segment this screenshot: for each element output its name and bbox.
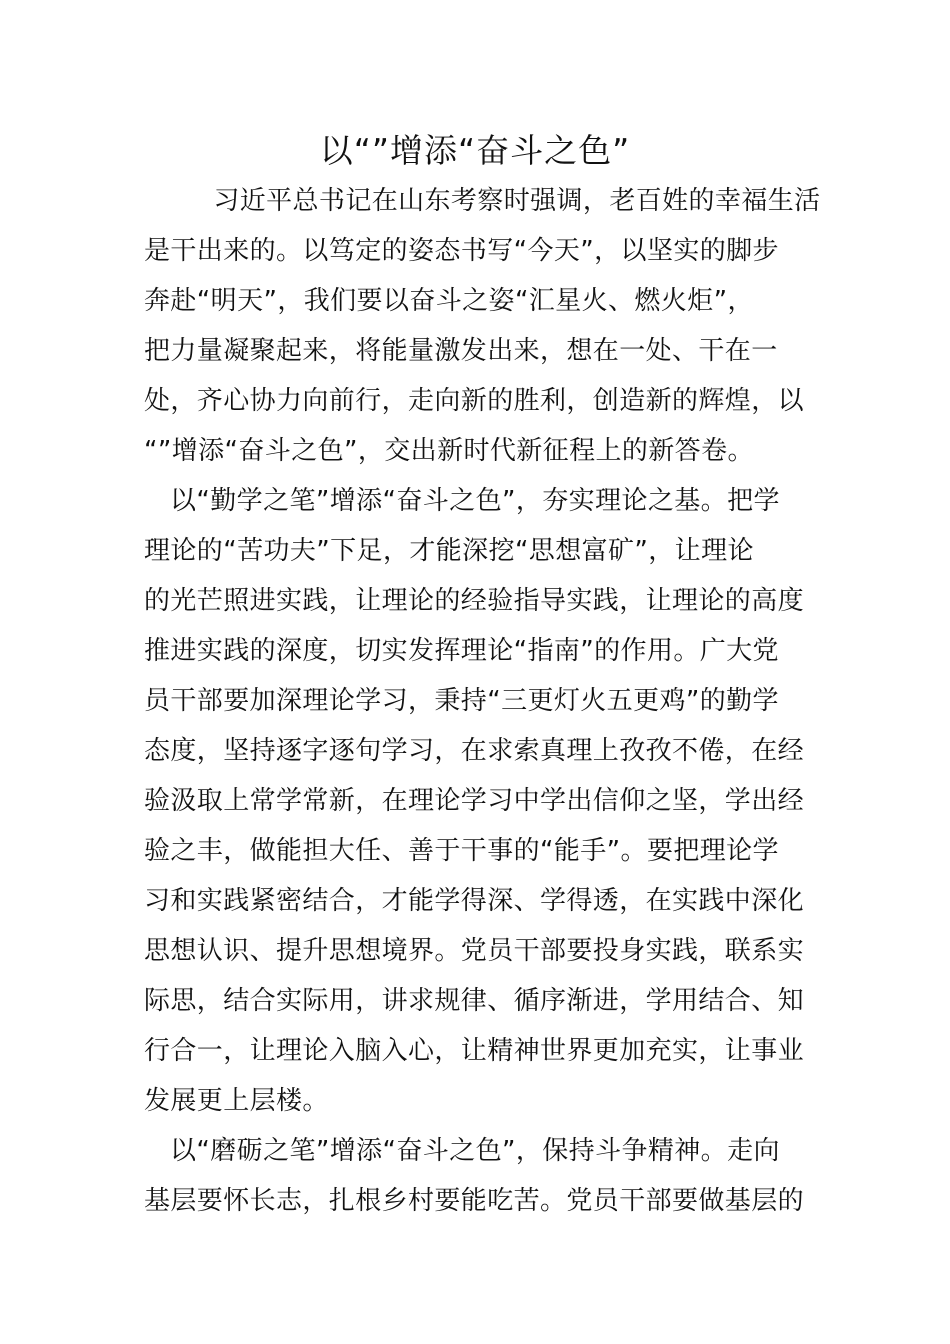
text-line: 处，齐心协力向前行，走向新的胜利，创造新的辉煌，以 [144, 386, 805, 416]
text-line: “”增添“奋斗之色”，交出新时代新征程上的新答卷。 [144, 436, 754, 466]
text-line: 奔赴“明天”，我们要以奋斗之姿“汇星火、燃火炬”， [144, 286, 754, 316]
document-title: 以“”增添“奋斗之色” [319, 131, 631, 170]
text-line: 验汲取上常学常新，在理论学习中学出信仰之坚，学出经 [144, 786, 805, 816]
text-line: 员干部要加深理论学习，秉持“三更灯火五更鸡”的勤学 [144, 686, 779, 716]
text-line: 习近平总书记在山东考察时强调，老百姓的幸福生活 [144, 186, 821, 216]
text-line: 是干出来的。以笃定的姿态书写“今天”，以坚实的脚步 [144, 236, 779, 266]
text-line: 以“勤学之笔”增添“奋斗之色”，夯实理论之基。把学 [144, 486, 780, 516]
text-line: 把力量凝聚起来，将能量激发出来，想在一处、干在一 [144, 336, 778, 366]
text-line: 际思，结合实际用，讲求规律、循序渐进，学用结合、知 [144, 986, 805, 1016]
text-line: 以“磨砺之笔”增添“奋斗之色”，保持斗争精神。走向 [144, 1136, 780, 1166]
text-line: 发展更上层楼。 [144, 1086, 329, 1116]
text-line: 基层要怀长志，扎根乡村要能吃苦。党员干部要做基层的 [144, 1186, 805, 1216]
text-line: 验之丰，做能担大任、善于干事的“能手”。要把理论学 [144, 836, 779, 866]
text-line: 行合一，让理论入脑入心，让精神世界更加充实，让事业 [144, 1036, 805, 1066]
text-line: 的光芒照进实践，让理论的经验指导实践，让理论的高度 [144, 586, 805, 616]
text-line: 习和实践紧密结合，才能学得深、学得透，在实践中深化 [144, 886, 805, 916]
text-line: 态度，坚持逐字逐句学习，在求索真理上孜孜不倦，在经 [144, 736, 805, 766]
text-line: 思想认识、提升思想境界。党员干部要投身实践，联系实 [144, 936, 805, 966]
text-line: 理论的“苦功夫”下足，才能深挖“思想富矿”，让理论 [144, 536, 754, 566]
document-body [144, 176, 821, 1226]
text-line: 推进实践的深度，切实发挥理论“指南”的作用。广大党 [144, 636, 779, 666]
